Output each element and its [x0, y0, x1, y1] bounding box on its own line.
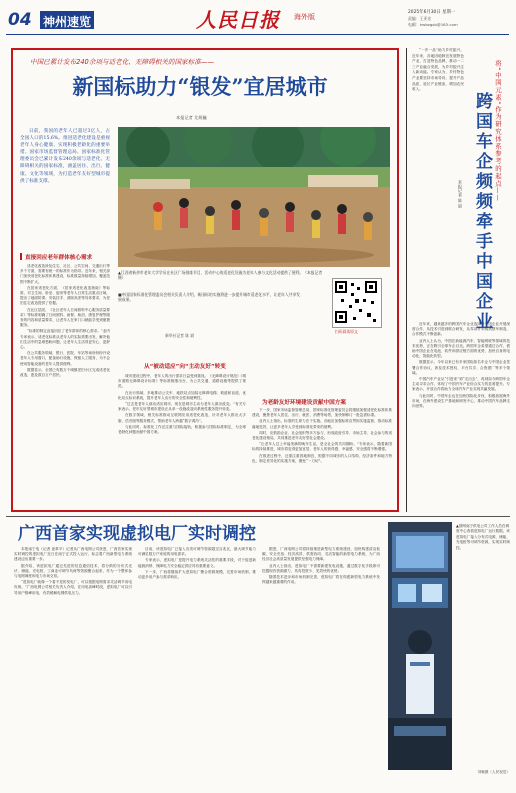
bottom-photo-caption: ▲国网南宁供电公司工作人员在调度中心查看虚拟电厂运行数据。该虚拟电厂接入分布式电源、储能、充电桩等可调节资源，实现实时调控。 [456, 524, 510, 550]
page-number: 04 [8, 10, 32, 30]
paragraph: 与此同时，中国车企也在加快国际化步伐，积极拓展海外市场，在海外建设生产基地和研发中心，推动中国汽车品牌走向世界。 [412, 393, 510, 409]
paragraph: “一乡一品”助力乡村振兴。近年来，各地因地制宜发展特色产业，打造特色品牌，推动一二三产业融合发展，为乡村振兴注入新动能。专家认为，乡村特色产业要坚持市场导向，提升产品品质，延长产业链条，增加农民收入。 [412, 48, 464, 92]
right-kicker: 将“中国元素”作为研究体系参考的起点—— [494, 60, 502, 202]
right-column-divider [406, 48, 407, 512]
paper-logo: 人民日报 [196, 8, 280, 32]
right-byline: 本报记者 陈 晨 [458, 180, 463, 208]
bottom-column-3 [262, 547, 380, 787]
lead-intro-text: 日前，我国的老年人已超过3亿人，占全国人口的15.6%。推进适老化建设是重视老年人身心健康、实现积极老龄化的重要举措。国家市场监督管理总局、国家标准化管理委员会已累计发布240余项与适老化、无障碍相关的国家标准，涵盖居住、出行、健康、文化等领域，为打造老年友好型城市提供了标准支撑。 [20, 129, 110, 184]
paragraph: 同时，应鼓励企业、社会组织等多方参与，形成政府引导、市场主导、社会参与的适老化建设格局，共同推进老年友好型社会建设。 [252, 430, 392, 441]
section-name: 神州速览 [43, 15, 92, 29]
lead-kicker: 中国已累计发布240余项与适老化、无障碍相关的国家标准—— [30, 58, 215, 66]
paragraph: 随着技术进步和市场机制完善，虚拟电厂将在构建新型电力系统中发挥越来越重要的作用。 [262, 575, 380, 585]
paragraph: 在出行领域，多地推动公交车、地铁站点加装无障碍电梯、坡道和盲道，优化站点标识系统，提升老年人出行的安全性和便利性。 [118, 390, 246, 400]
qr-code-pattern [333, 279, 379, 325]
bottom-photo [388, 522, 452, 770]
paragraph: 据介绍，该虚拟电厂通过先进的信息通信技术，将分散的分布式光伏、储能、充电桩、工商业可调节负荷等资源聚合起来，作为一个整体参与电网调度和电力市场交易。 [14, 563, 132, 579]
edition-label: 海外版 [294, 13, 315, 21]
lead-column-3 [252, 344, 392, 504]
paragraph: 下一步，广西将继续扩大虚拟电厂聚合资源规模，完善市场机制，推动更多用户参与需求响应。 [138, 569, 256, 580]
subhead-bar-1 [20, 253, 22, 260]
right-headline: 跨国车企频频牵手中国企业 [472, 92, 492, 332]
contact-line: 电邮：hwbzgsb@163.com [408, 22, 458, 27]
issue-date: 2025年6月30日 星期一 [408, 10, 456, 15]
bottom-column-1 [14, 547, 132, 787]
paragraph: “过去是老年人被动适应城市，现在是城市主动为老年人做出改变。”有关专家表示，老年友好型城市建设正从单一设施改造向系统性服务提升转变。 [118, 402, 246, 412]
paragraph: 业内人士认为，中国在新能源汽车、智能网联等领域的技术优势，正在吸引全球车企目光。跨国车企希望通过合作，借助中国企业在电池、软件和供应链方面的优势，加快自身的电动化、智能化转型。 [412, 338, 510, 359]
lead-photo-scene [118, 127, 390, 267]
lead-intro [20, 128, 110, 248]
lead-qr-caption: ■中国国家标准化管理委员会相关负责人介绍，新国标的实施将进一步提升城市适老化水平，让老年人共享发展成果。 [118, 292, 301, 303]
paragraph: “标准的制定直接回应了老年群体的核心需求。”业内专家表示，适老化标准从老年人的实际需要出发，解决他们生活中的急难愁盼问题，让老年人生活得更安心、更舒心。 [20, 329, 110, 350]
section-tag [40, 11, 94, 29]
lead-subhead-1: 直接回应老年群体核心需求 [25, 255, 93, 261]
paragraph: 据悉，广西电网公司将持续推进新型电力系统建设，加快构建清洁低碳、安全充裕、经济高效、供需协同、灵活智能的新型电力系统，为广西经济社会高质量发展提供坚强电力保障。 [262, 547, 380, 562]
paragraph: 近年来，越来越多的跨国汽车企业选择与中国企业开展深度合作，从技术引进到联合研发，从零部件采购到整车制造，合作模式不断创新。 [412, 322, 510, 337]
lead-subhead-2: 从“被动适应”向“主动友好”转变 [144, 364, 226, 370]
bottom-photo-scene [388, 522, 452, 770]
lead-photo [118, 127, 390, 267]
paragraph: 在社区层面，《社区老年人日间照料中心服务质量要求》等标准明确了日间照料、助餐、助浴、康复护理等服务的内容和质量要求，让老年人在家门口就能享受到便捷服务。 [20, 307, 110, 328]
lead-headline: 新国标助力“银发”宜居城市 [72, 74, 328, 99]
paragraph: 本报南宁电（记者 庞革平）记者从广西电网公司获悉，广西首家实现实时调控的虚拟电厂近日在南宁正式投入运行，标志着广西新型电力系统建设迈出重要一步。 [14, 547, 132, 562]
paragraph: 专家表示，虚拟电厂是提升电力系统灵活性的重要手段，对于促进新能源消纳、保障电力安全稳定供应具有重要意义。 [138, 558, 256, 568]
paragraph: 适老化改造涉及住宅、社区、公共空间、交通出行等多个方面，需要有统一的标准作为指导。近年来，相关部门加快适老化标准体系建设，标准数量持续增加，覆盖范围不断扩大。 [20, 264, 110, 284]
bottom-column-2 [138, 547, 256, 787]
paragraph: 在数字领域，相关标准推动互联网应用适老化改造，针对老年人推出大字版、语音版等服务模式，帮助老年人跨越“数字鸿沟”。 [118, 413, 246, 423]
editor-line: 责编：王亚宏 [408, 16, 432, 21]
paragraph: 在公共服务领域，银行、医院、车站等场所纷纷开设老年人专用窗口，配备助行设施，保留人工服务，为不会使用智能设备的老年人提供便利。 [20, 351, 110, 366]
paragraph: 数据显示，全国已有数万个城镇老旧小区完成适老化改造，惠及数百万户居民。 [20, 367, 110, 378]
bottom-headline: 广西首家实现虚拟电厂实时调控 [18, 524, 256, 544]
lead-byline-2: 新华社记者 陈 斌 [165, 333, 194, 338]
qr-code-icon[interactable] [332, 278, 382, 328]
bottom-photo-credit: 刘畅摄（人民视觉） [477, 770, 510, 774]
bottom-section-rule [6, 516, 510, 517]
masthead-rule [6, 34, 509, 35]
right-column-body [412, 322, 510, 512]
paragraph: 数据显示，今年以来已有多家国际知名车企与中国企业签署合作协议，涉及技术授权、平台共享、合资建厂等多个领域。 [412, 360, 510, 375]
paragraph: 下一步，国家市场监督管理总局、国家标准化管理委员会将继续加强适老化标准体系建设，聚焦老年人居住、出行、就医、消费等场景，加快制修订一批急需标准。 [252, 408, 392, 418]
paragraph: 城市建设过程中，老年人的出行需求日益受到重视。《无障碍设计规范》《城市道路无障碍设计标准》等标准相继出台，为公共交通、道路设施等提供了规范。 [118, 374, 246, 389]
paragraph: 业内人士指出，标准的生命力在于实施。各地应加强标准宣贯和实施监督，推动标准落地见效，让更多老年人享受到标准化带来的便利。 [252, 419, 392, 429]
paragraph: 目前，该虚拟电厂已接入各类可调节资源超过百兆瓦，最大调节能力可满足数万户家庭的用电需求。 [138, 547, 256, 557]
paragraph: “虚拟电厂就像一个看不见的发电厂，可以根据电网需求灵活调节用电负荷。”广西电网公司相关负责人介绍，在用电高峰时段，虚拟电厂可以引导用户错峰用电，有效缓解电网供电压力。 [14, 580, 132, 595]
qr-label: 扫码阅读原文 [335, 329, 358, 334]
lead-byline: 本报记者 尤炳巍 [176, 115, 207, 120]
lead-photo-caption: ▲江西省新余市老年大学学员在社区广场排练节目，活动中心的适老化设施为老年人参与文化活动提供了便利。（本报记者 摄） [118, 270, 323, 281]
paragraph: 业内人士指出，虚拟电厂不需要新建发电设施，通过数字化手段即可挖掘现有资源潜力，具有投资少、见效快的优势。 [262, 563, 380, 573]
lead-subhead-3: 为老龄友好环境建设贡献中国方案 [262, 400, 346, 406]
paragraph: 在居家适老化方面，《居家适老化改造指南》等标准，对卫生间、卧室、厨房等老年人日常生活重点区域，提出了地面防滑、安装扶手、消除高差等具体要求，为老旧住宅改造提供了依据。 [20, 285, 110, 306]
paragraph: 与此同时，标准化工作还注重与国际接轨，积极参与国际标准制定，为全球老龄化问题贡献中国方案。 [118, 424, 246, 435]
lead-column-1 [20, 264, 110, 504]
paragraph: “让老年人过上幸福美满的晚年生活，是全社会的共同期盼。”专家表示，随着新国标的持续推进，城市将变得更加宜居，老年人的获得感、幸福感、安全感将不断增强。 [252, 442, 392, 452]
paragraph: 在推进过程中，还需注重因地制宜，根据不同城市的人口结构、经济条件和地方特色，制定差异化的实施方案，避免“一刀切”。 [252, 453, 392, 463]
lead-column-2 [118, 344, 246, 504]
paragraph: 中国汽车产业从“引进来”到“走出去”，再到如今跨国车企主动寻求合作，体现了中国汽车产业综合实力的显著提升。专家表示，开放合作将助力全球汽车产业实现共赢发展。 [412, 377, 510, 392]
masthead [0, 0, 516, 40]
